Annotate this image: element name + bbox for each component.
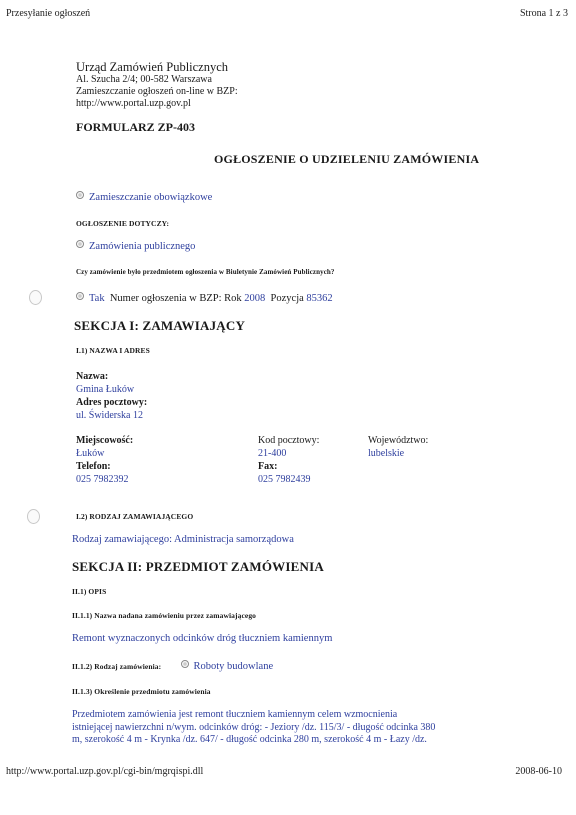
section-1-title: SEKCJA I: ZAMAWIAJĄCY [74, 318, 246, 333]
contract-description [72, 709, 435, 747]
phone-label: Telefon: [76, 461, 111, 472]
bulletin-text-1: Numer ogłoszenia w BZP: Rok [109, 293, 242, 304]
bulletin-question: Czy zamówienie było przedmiotem ogłoszenia w Biuletynie Zamówień Publicznych? [76, 268, 335, 276]
postal-block [258, 434, 319, 486]
fax-label: Fax: [258, 461, 278, 472]
postal-label: Kod pocztowy: [258, 435, 320, 446]
concerns-value: Zamówienia publicznego [89, 241, 196, 252]
section-2-sub-12: II.1.2) Rodzaj zamówienia: [72, 662, 162, 671]
section-1-sub-1: I.1) NAZWA I ADRES [76, 346, 150, 355]
page-number: Strona 1 z 3 [519, 8, 568, 19]
placement-option[interactable] [76, 191, 212, 203]
radio-selected-icon [181, 660, 189, 668]
org-street: Al. Szucha 2/4; 00-582 Warszawa [76, 74, 212, 85]
contracting-authority [76, 370, 147, 422]
address-value: ul. Świderska 12 [76, 410, 143, 421]
contract-type-row [72, 660, 273, 672]
address-label: Adres pocztowy: [76, 397, 148, 408]
main-title: OGŁOSZENIE O UDZIELENIU ZAMÓWIENIA [214, 152, 480, 166]
city-label: Miejscowość: [76, 435, 134, 446]
footer-url[interactable]: http://www.portal.uzp.gov.pl/cgi-bin/mgrqispi.dll [6, 766, 204, 777]
postal-value: 21-400 [258, 448, 287, 459]
voivodeship-value: lubelskie [368, 448, 405, 459]
concerns-option[interactable] [76, 240, 195, 252]
name-value: Gmina Łuków [76, 384, 135, 395]
punch-hole [29, 290, 42, 305]
page-header-title: Przesyłanie ogłoszeń [6, 8, 91, 19]
punch-hole [27, 509, 40, 524]
section-1-sub-2: I.2) RODZAJ ZAMAWIAJĄCEGO [76, 512, 194, 521]
bulletin-year: 2008 [244, 293, 266, 304]
form-code: FORMULARZ ZP-403 [76, 120, 195, 134]
voivodeship-block [368, 434, 428, 460]
address-block [76, 60, 238, 110]
footer-date: 2008-06-10 [515, 766, 562, 777]
fax-value: 025 7982439 [258, 474, 311, 485]
section-2-sub-13: II.1.3) Określenie przedmiotu zamówienia [72, 687, 211, 696]
description-line: m, szerokość 4 m - Krynka /dz. 647/ - długość odcinka 280 m, szerokość 4 m - Łazy /dz. [72, 734, 427, 745]
city-block [76, 434, 133, 486]
phone-value: 025 7982392 [76, 474, 129, 485]
description-line: istniejącej nawierzchni n/wym. odcinków dróg: - Jeziory /dz. 115/3/ - długość odcinka 380 [72, 721, 436, 733]
bulletin-text-2: Pozycja [270, 293, 304, 304]
description-line: Przedmiotem zamówienia jest remont tłuczniem kamiennym celem wzmocnienia [72, 709, 398, 720]
section-2-title: SEKCJA II: PRZEDMIOT ZAMÓWIENIA [72, 559, 324, 574]
concerns-label: OGŁOSZENIE DOTYCZY: [76, 219, 170, 228]
bulletin-yes: Tak [89, 293, 105, 304]
radio-selected-icon [76, 240, 84, 248]
bulletin-answer [76, 292, 333, 304]
bulletin-position: 85362 [306, 293, 333, 304]
contract-type-value: Roboty budowlane [193, 661, 274, 672]
radio-selected-icon [76, 191, 84, 199]
city-value: Łuków [76, 448, 105, 459]
section-2-sub-11: II.1.1) Nazwa nadana zamówieniu przez zamawiającego [72, 611, 257, 620]
org-name: Urząd Zamówień Publicznych [76, 60, 229, 74]
voivodeship-label: Województwo: [368, 435, 429, 446]
placement-label: Zamieszczanie obowiązkowe [89, 192, 213, 203]
name-label: Nazwa: [76, 371, 109, 382]
authority-type: Rodzaj zamawiającego: Administracja samorządowa [72, 534, 294, 545]
section-2-sub-1: II.1) OPIS [72, 587, 107, 596]
contract-name: Remont wyznaczonych odcinków dróg tłuczniem kamiennym [72, 633, 333, 644]
org-service: Zamieszczanie ogłoszeń on-line w BZP: [76, 86, 238, 97]
contract-type-option[interactable] [181, 661, 274, 672]
org-url[interactable]: http://www.portal.uzp.gov.pl [76, 98, 191, 109]
radio-selected-icon[interactable] [76, 292, 84, 300]
